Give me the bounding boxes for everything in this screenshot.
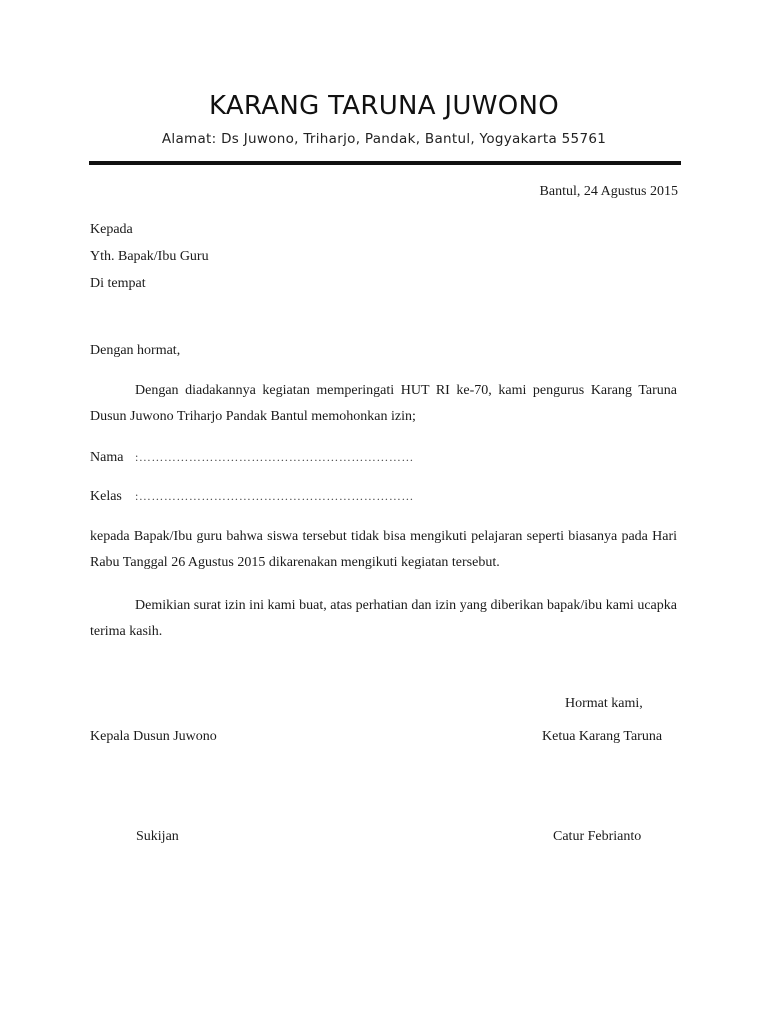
signatory-right-name: Catur Febrianto xyxy=(553,829,642,844)
closing-phrase: Hormat kami, xyxy=(565,696,643,711)
letterhead-org-name: KARANG TARUNA JUWONO xyxy=(208,91,560,121)
recipient-line-2: Yth. Bapak/Ibu Guru xyxy=(90,249,209,264)
body-paragraph-1 xyxy=(90,378,677,430)
field-name-blank: :………………………………………………………… xyxy=(135,450,414,464)
field-class xyxy=(90,489,414,505)
recipient-line-1: Kepada xyxy=(90,222,133,237)
field-class-label: Kelas xyxy=(90,489,122,504)
field-class-blank: :………………………………………………………… xyxy=(135,489,414,503)
letterhead-address: Alamat: Ds Juwono, Triharjo, Pandak, Bantul, Yogyakarta 55761 xyxy=(161,131,607,147)
field-name-label: Nama xyxy=(90,450,124,465)
recipient-line-3: Di tempat xyxy=(90,276,146,291)
signatory-right-title: Ketua Karang Taruna xyxy=(542,729,663,744)
salutation: Dengan hormat, xyxy=(90,343,181,358)
signatory-left-title: Kepala Dusun Juwono xyxy=(90,729,217,744)
field-name xyxy=(90,450,414,466)
body-paragraph-2: kepada Bapak/Ibu guru bahwa siswa tersebut tidak bisa mengikuti pelajaran seperti biasanya pada Hari Rabu Tanggal 26 Agustus 2015 dikarenakan mengikuti kegiatan tersebut. xyxy=(90,529,677,570)
letter-date: Bantul, 24 Agustus 2015 xyxy=(539,184,678,199)
body-paragraph-3-text: Demikian surat izin ini kami buat, atas perhatian dan izin yang diberikan bapak/ibu kami ucapka terima kasih. xyxy=(90,598,677,639)
body-paragraph-3 xyxy=(90,593,677,645)
body-paragraph-1-text: Dengan diadakannya kegiatan memperingati HUT RI ke-70, kami pengurus Karang Taruna Dusun Juwono Triharjo Pandak Bantul memohonkan izin; xyxy=(90,383,677,424)
signatory-left-name: Sukijan xyxy=(136,829,179,844)
letterhead-divider xyxy=(89,161,681,165)
